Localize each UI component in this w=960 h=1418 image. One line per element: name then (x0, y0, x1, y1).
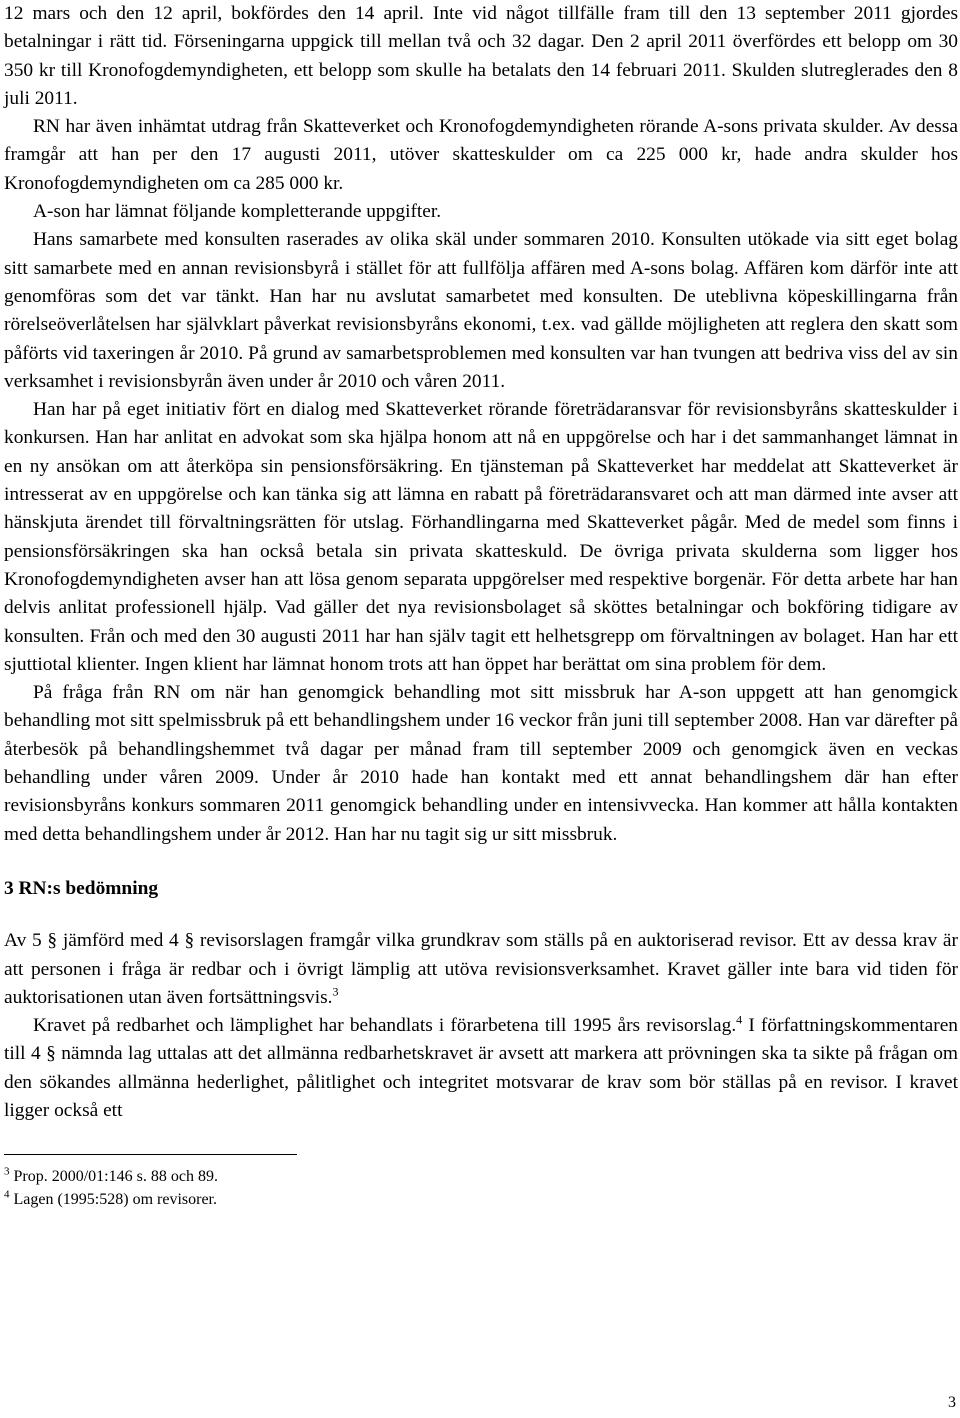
footnote-number: 3 (4, 1165, 10, 1178)
paragraph-rn-extract: RN har även inhämtat utdrag från Skatteverket och Kronofogdemyndigheten rörande A-sons privata skulder. Av dessa framgår att han per den 17 augusti 2011, utöver skatteskulder om ca 225 000 kr, hade andra skulder hos Kronofogdemyndigheten om ca 285 000 kr. (4, 116, 958, 194)
top-paragraphs (4, 0, 958, 849)
footnote-ref-4[interactable]: 4 (736, 1012, 743, 1027)
footnote-4 (4, 1188, 958, 1211)
paragraph-payments: 12 mars och den 12 april, bokfördes den 14 april. Inte vid något tillfälle fram till den 13 september 2011 gjordes betalningar i rätt tid. Förseningarna uppgick till mellan två och 32 dagar. Den 2 april 2011 överfördes ett belopp om 30 350 kr till Kronofogdemyndigheten, ett belopp som skulle ha betalats den 14 februari 2011. Skulden slutreglerades den 8 juli 2011. (4, 3, 958, 109)
footnote-text: Prop. 2000/01:146 s. 88 och 89. (9, 1168, 218, 1186)
footnote-ref-3[interactable]: 3 (332, 984, 339, 999)
paragraph-requirements (4, 927, 958, 1012)
paragraph-tax-dialog: Han har på eget initiativ fört en dialog med Skatteverket rörande företrädaransvar för revisionsbyråns skatteskulder i konkursen. Han har anlitat en advokat som ska hjälpa honom att nå en uppgörelse och har i det sammanhanget lämnat in en ny ansökan om att återköpa sin pensionsförsäkring. En tjänsteman på Skatteverket har meddelat att Skatteverket är intresserat av en uppgörelse och kan tänka sig att lämna en rabatt på företrädaransvaret och att man därmed inte avser att hänskjuta ärendet till förvaltningsrätten för utslag. Förhandlingarna med Skatteverket pågår. Med de medel som finns i pensionsförsäkringen ska han också betala sin privata skatteskuld. De övriga privata skulderna som ligger hos Kronofogdemyndigheten avser han att lösa genom separata uppgörelser med respektive borgenär. För detta arbete har han delvis anlitat professionell hjälp. Vad gäller det nya revisionsbolaget så sköttes betalningar och bokföring tidigare av konsulten. Från och med den 30 augusti 2011 har han själv tagit ett helhetsgrepp om förvaltningen av bolaget. Han har ett sjuttiotal klienter. Ingen klient har lämnat honom trots att han öppet har berättat om sina problem för dem. (4, 399, 958, 675)
document-page (4, 0, 958, 1211)
footnote-text: Lagen (1995:528) om revisorer. (9, 1191, 217, 1209)
footnote-3 (4, 1165, 958, 1188)
page-number: 3 (948, 1394, 956, 1411)
paragraph-consultant: Hans samarbete med konsulten raserades av olika skäl under sommaren 2010. Konsulten utökade via sitt eget bolag sitt samarbete med en annan revisionsbyrå i stället för att fullfölja affären med A-sons bolag. Affären kom därför inte att genomföras som det var tänkt. Han har nu avslutat samarbetet med konsulten. De uteblivna köpeskillingarna från rörelseöverlåtelsen har självklart påverkat revisionsbyråns ekonomi, t.ex. vad gällde möjligheten att reglera den skatt som påförts vid taxeringen år 2010. På grund av samarbetsproblemen med konsulten var han tvungen att bedriva viss del av sin verksamhet i revisionsbyrån även under år 2010 och våren 2011. (4, 229, 958, 392)
paragraph-redbarhet-text-after: I författningskommentaren till 4 § nämnda lag uttalas att det allmänna redbarhetskravet är avsett att markera att prövningen ska ta sikte på frågan om den sökandes allmänna hederlighet, pålitlighet och integritet motsvarar de krav som bör ställas på en revisor. I kravet ligger också ett (4, 1015, 959, 1121)
paragraph-supplementary-intro: A-son har lämnat följande kompletterande uppgifter. (33, 201, 442, 223)
footnote-number: 4 (4, 1188, 10, 1201)
section-heading: 3 RN:s bedömning (4, 877, 159, 899)
paragraph-redbarhet (4, 1012, 958, 1125)
footnotes (4, 1165, 958, 1211)
paragraph-requirements-text: Av 5 § jämförd med 4 § revisorslagen framgår vilka grundkrav som ställs på en auktoriserad revisor. Ett av dessa krav är att personen i fråga är redbar och i övrigt lämplig att utöva revisionsverksamhet. Kravet gäller inte bara vid tiden för auktorisationen utan även fortsättningsvis. (4, 930, 958, 1008)
paragraph-redbarhet-text-before: Kravet på redbarhet och lämplighet har behandlats i förarbetena till 1995 års revisorslag. (33, 1015, 737, 1037)
paragraph-treatment: På fråga från RN om när han genomgick behandling mot sitt missbruk har A-son uppgett att han genomgick behandling mot sitt spelmissbruk på ett behandlingshem under 16 veckor från juni till september 2008. Han var därefter på återbesök på behandlingshemmet två dagar per månad fram till september 2009 och genomgick även en veckas behandling under våren 2009. Under år 2010 hade han kontakt med ett annat behandlingshem där han efter revisionsbyråns konkurs sommaren 2011 genomgick behandling under en intensivvecka. Han kommer att hålla kontakten med detta behandlingshem under år 2012. Han har nu tagit sig ur sitt missbruk. (4, 682, 958, 845)
footnote-divider (4, 1154, 297, 1155)
